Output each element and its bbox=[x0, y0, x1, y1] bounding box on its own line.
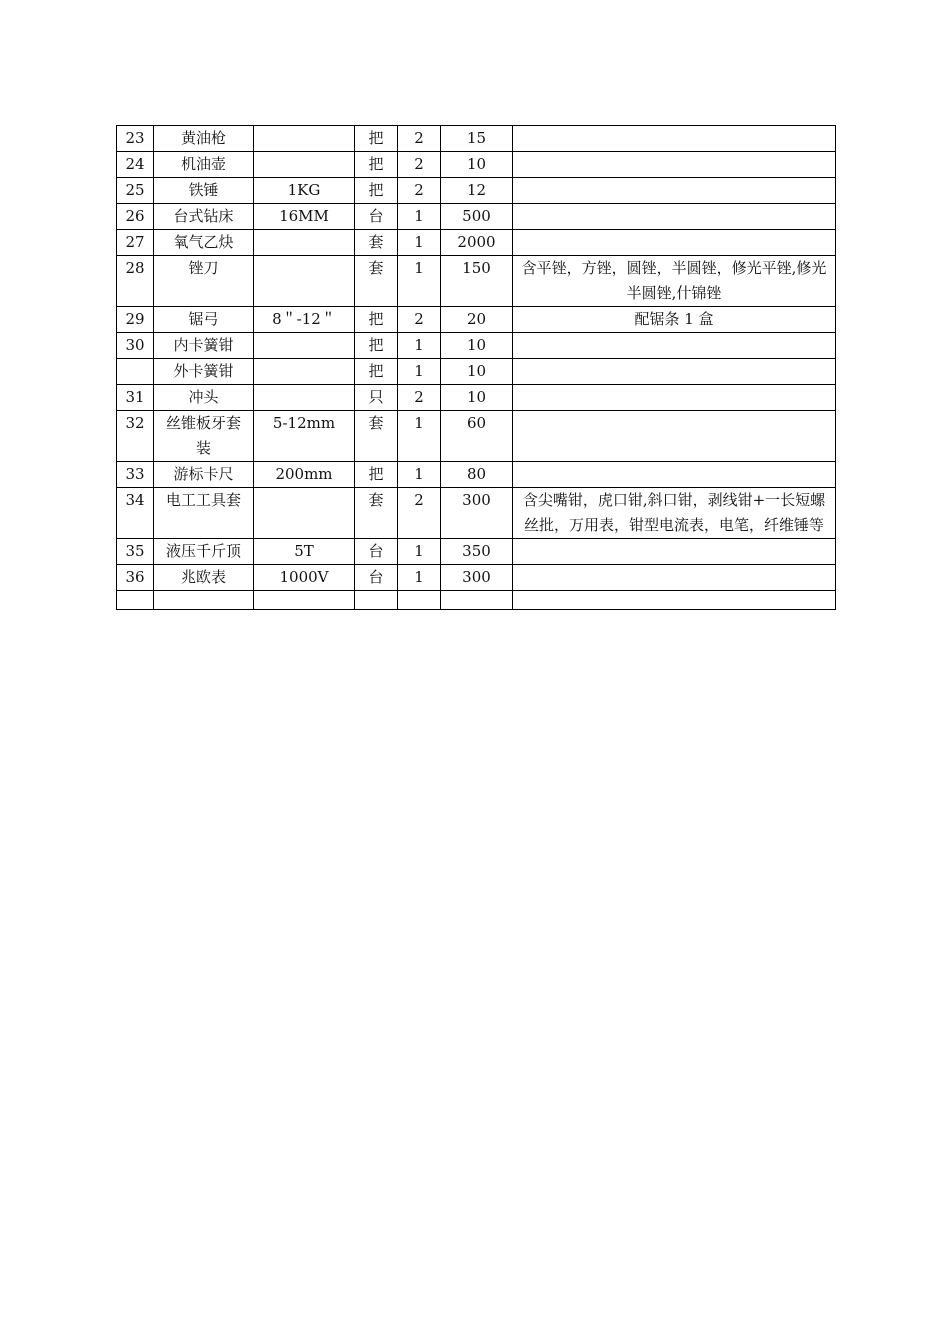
empty-cell bbox=[441, 591, 513, 610]
item-number: 31 bbox=[117, 385, 154, 411]
item-spec: 8＂-12＂ bbox=[254, 307, 355, 333]
table-row bbox=[117, 126, 836, 152]
item-price: 10 bbox=[441, 333, 513, 359]
item-spec bbox=[254, 126, 355, 152]
item-unit: 台 bbox=[355, 539, 398, 565]
item-number: 32 bbox=[117, 411, 154, 462]
item-quantity: 1 bbox=[398, 411, 441, 462]
item-name: 台式钻床 bbox=[154, 204, 254, 230]
table-row bbox=[117, 539, 836, 565]
item-note: 含平锉，方锉，圆锉，半圆锉，修光平锉,修光半圆锉,什锦锉 bbox=[513, 256, 836, 307]
item-price: 150 bbox=[441, 256, 513, 307]
item-name: 锉刀 bbox=[154, 256, 254, 307]
item-price: 15 bbox=[441, 126, 513, 152]
item-price: 10 bbox=[441, 385, 513, 411]
item-spec: 5T bbox=[254, 539, 355, 565]
item-unit: 把 bbox=[355, 462, 398, 488]
item-name: 电工工具套 bbox=[154, 488, 254, 539]
empty-cell bbox=[398, 591, 441, 610]
item-quantity: 2 bbox=[398, 488, 441, 539]
table-row bbox=[117, 204, 836, 230]
item-number: 24 bbox=[117, 152, 154, 178]
item-quantity: 2 bbox=[398, 126, 441, 152]
item-price: 10 bbox=[441, 359, 513, 385]
item-price: 20 bbox=[441, 307, 513, 333]
item-spec: 16MM bbox=[254, 204, 355, 230]
item-price: 10 bbox=[441, 152, 513, 178]
item-unit: 只 bbox=[355, 385, 398, 411]
item-spec bbox=[254, 488, 355, 539]
item-unit: 把 bbox=[355, 359, 398, 385]
item-note bbox=[513, 385, 836, 411]
item-name: 锯弓 bbox=[154, 307, 254, 333]
item-name: 丝锥板牙套装 bbox=[154, 411, 254, 462]
item-note bbox=[513, 462, 836, 488]
item-number: 34 bbox=[117, 488, 154, 539]
item-price: 350 bbox=[441, 539, 513, 565]
item-name: 内卡簧钳 bbox=[154, 333, 254, 359]
table-row bbox=[117, 488, 836, 539]
item-number: 29 bbox=[117, 307, 154, 333]
item-quantity: 2 bbox=[398, 152, 441, 178]
item-spec bbox=[254, 152, 355, 178]
item-quantity: 2 bbox=[398, 385, 441, 411]
item-note: 配锯条 1 盒 bbox=[513, 307, 836, 333]
empty-cell bbox=[154, 591, 254, 610]
item-spec: 1KG bbox=[254, 178, 355, 204]
empty-cell bbox=[117, 591, 154, 610]
item-name: 外卡簧钳 bbox=[154, 359, 254, 385]
item-spec bbox=[254, 256, 355, 307]
item-quantity: 1 bbox=[398, 204, 441, 230]
item-note bbox=[513, 359, 836, 385]
item-number: 36 bbox=[117, 565, 154, 591]
item-unit: 把 bbox=[355, 152, 398, 178]
item-price: 300 bbox=[441, 565, 513, 591]
item-note bbox=[513, 333, 836, 359]
tool-inventory-table bbox=[116, 125, 836, 610]
item-number: 35 bbox=[117, 539, 154, 565]
item-unit: 把 bbox=[355, 307, 398, 333]
item-name: 铁锤 bbox=[154, 178, 254, 204]
table-row bbox=[117, 178, 836, 204]
item-note bbox=[513, 411, 836, 462]
item-number: 33 bbox=[117, 462, 154, 488]
item-price: 2000 bbox=[441, 230, 513, 256]
item-name: 冲头 bbox=[154, 385, 254, 411]
item-quantity: 1 bbox=[398, 359, 441, 385]
item-note bbox=[513, 539, 836, 565]
table-row bbox=[117, 333, 836, 359]
item-note bbox=[513, 204, 836, 230]
table-row bbox=[117, 230, 836, 256]
item-unit: 台 bbox=[355, 565, 398, 591]
table-row bbox=[117, 565, 836, 591]
item-quantity: 2 bbox=[398, 178, 441, 204]
item-spec: 5-12mm bbox=[254, 411, 355, 462]
table-row bbox=[117, 152, 836, 178]
item-note bbox=[513, 178, 836, 204]
item-price: 60 bbox=[441, 411, 513, 462]
item-price: 12 bbox=[441, 178, 513, 204]
item-spec: 200mm bbox=[254, 462, 355, 488]
item-price: 300 bbox=[441, 488, 513, 539]
item-spec bbox=[254, 230, 355, 256]
item-number bbox=[117, 359, 154, 385]
item-spec bbox=[254, 333, 355, 359]
item-name: 液压千斤顶 bbox=[154, 539, 254, 565]
item-note bbox=[513, 152, 836, 178]
item-price: 500 bbox=[441, 204, 513, 230]
item-name: 黄油枪 bbox=[154, 126, 254, 152]
item-number: 27 bbox=[117, 230, 154, 256]
item-unit: 套 bbox=[355, 411, 398, 462]
item-note bbox=[513, 230, 836, 256]
item-unit: 台 bbox=[355, 204, 398, 230]
empty-cell bbox=[355, 591, 398, 610]
table-row bbox=[117, 307, 836, 333]
item-unit: 把 bbox=[355, 126, 398, 152]
item-unit: 把 bbox=[355, 333, 398, 359]
table-row bbox=[117, 359, 836, 385]
item-unit: 套 bbox=[355, 488, 398, 539]
table-row bbox=[117, 411, 836, 462]
item-name: 游标卡尺 bbox=[154, 462, 254, 488]
item-quantity: 1 bbox=[398, 462, 441, 488]
empty-table-row bbox=[117, 591, 836, 610]
item-quantity: 1 bbox=[398, 230, 441, 256]
item-unit: 套 bbox=[355, 256, 398, 307]
item-unit: 套 bbox=[355, 230, 398, 256]
item-quantity: 2 bbox=[398, 307, 441, 333]
item-name: 兆欧表 bbox=[154, 565, 254, 591]
item-number: 26 bbox=[117, 204, 154, 230]
item-spec bbox=[254, 359, 355, 385]
item-name: 氧气乙炔 bbox=[154, 230, 254, 256]
item-quantity: 1 bbox=[398, 539, 441, 565]
item-spec: 1000V bbox=[254, 565, 355, 591]
item-name: 机油壶 bbox=[154, 152, 254, 178]
item-note bbox=[513, 126, 836, 152]
item-note bbox=[513, 565, 836, 591]
item-number: 28 bbox=[117, 256, 154, 307]
table-row bbox=[117, 462, 836, 488]
item-quantity: 1 bbox=[398, 565, 441, 591]
item-price: 80 bbox=[441, 462, 513, 488]
item-number: 30 bbox=[117, 333, 154, 359]
table-row bbox=[117, 256, 836, 307]
item-quantity: 1 bbox=[398, 256, 441, 307]
item-note: 含尖嘴钳，虎口钳,斜口钳，剥线钳+一长短螺丝批，万用表，钳型电流表，电笔，纤维锤等 bbox=[513, 488, 836, 539]
item-number: 25 bbox=[117, 178, 154, 204]
item-number: 23 bbox=[117, 126, 154, 152]
table-row bbox=[117, 385, 836, 411]
item-spec bbox=[254, 385, 355, 411]
item-quantity: 1 bbox=[398, 333, 441, 359]
empty-cell bbox=[254, 591, 355, 610]
item-unit: 把 bbox=[355, 178, 398, 204]
empty-cell bbox=[513, 591, 836, 610]
